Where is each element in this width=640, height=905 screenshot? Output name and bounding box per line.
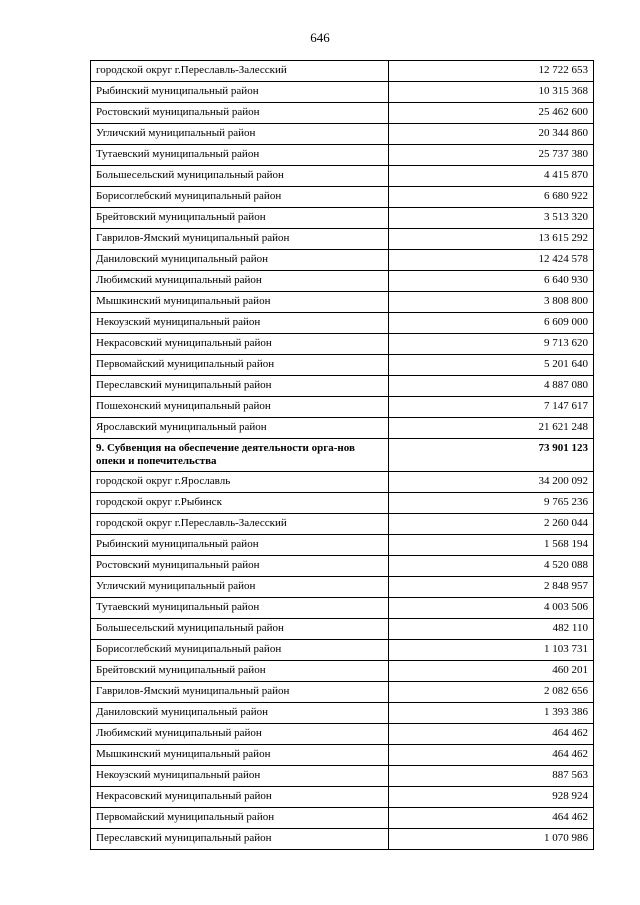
table-row [91,61,594,82]
table-row [91,829,594,850]
amount-cell: 9 765 236 [389,493,594,514]
table-row [91,271,594,292]
municipality-name: Пошехонский муниципальный район [91,397,389,418]
municipality-name: Большесельский муниципальный район [91,619,389,640]
municipality-name: Первомайский муниципальный район [91,808,389,829]
table-row [91,472,594,493]
table-row [91,250,594,271]
municipality-name: Тутаевский муниципальный район [91,598,389,619]
amount-cell: 2 260 044 [389,514,594,535]
table-row [91,598,594,619]
table-row [91,514,594,535]
table-row [91,166,594,187]
municipality-name: Ростовский муниципальный район [91,556,389,577]
table-row [91,619,594,640]
municipality-name: Переславский муниципальный район [91,829,389,850]
table-row [91,208,594,229]
municipality-name: Любимский муниципальный район [91,271,389,292]
table-row [91,103,594,124]
amount-cell: 3 513 320 [389,208,594,229]
amount-cell: 4 003 506 [389,598,594,619]
municipality-name: Ярославский муниципальный район [91,418,389,439]
amount-cell: 2 848 957 [389,577,594,598]
table-row [91,418,594,439]
municipality-name: городской округ г.Ярославль [91,472,389,493]
amount-cell: 928 924 [389,787,594,808]
amount-cell: 464 462 [389,745,594,766]
amount-cell: 2 082 656 [389,682,594,703]
municipality-name: Первомайский муниципальный район [91,355,389,376]
table-row [91,229,594,250]
amount-cell: 21 621 248 [389,418,594,439]
municipality-name: Любимский муниципальный район [91,724,389,745]
municipality-name: городской округ г.Переславль-Залесский [91,61,389,82]
municipality-name: Тутаевский муниципальный район [91,145,389,166]
table-row [91,787,594,808]
amount-cell: 6 680 922 [389,187,594,208]
municipality-name: городской округ г.Рыбинск [91,493,389,514]
amount-cell: 10 315 368 [389,82,594,103]
amount-cell: 25 737 380 [389,145,594,166]
municipality-name: Даниловский муниципальный район [91,250,389,271]
table-row [91,124,594,145]
amount-cell: 7 147 617 [389,397,594,418]
table-row [91,187,594,208]
table-row [91,493,594,514]
table-row [91,661,594,682]
municipality-name: Брейтовский муниципальный район [91,208,389,229]
municipality-name: Гаврилов-Ямский муниципальный район [91,682,389,703]
table-body [91,61,594,850]
table-row [91,745,594,766]
table-row [91,682,594,703]
table-row [91,313,594,334]
amount-cell: 5 201 640 [389,355,594,376]
amount-cell: 3 808 800 [389,292,594,313]
amount-cell: 12 424 578 [389,250,594,271]
municipality-name: Некрасовский муниципальный район [91,334,389,355]
municipality-name: Угличский муниципальный район [91,124,389,145]
table-row [91,145,594,166]
municipality-name: 9. Субвенция на обеспечение деятельности орга-нов опеки и попечительства [91,439,389,472]
table-row [91,355,594,376]
municipality-name: Некоузский муниципальный район [91,313,389,334]
amount-cell: 4 887 080 [389,376,594,397]
amount-cell: 1 103 731 [389,640,594,661]
municipality-name: городской округ г.Переславль-Залесский [91,514,389,535]
amount-cell: 9 713 620 [389,334,594,355]
amount-cell: 1 070 986 [389,829,594,850]
amount-cell: 464 462 [389,808,594,829]
amount-cell: 4 520 088 [389,556,594,577]
municipality-name: Брейтовский муниципальный район [91,661,389,682]
amount-cell: 12 722 653 [389,61,594,82]
amount-cell: 13 615 292 [389,229,594,250]
table-row [91,703,594,724]
amount-cell: 887 563 [389,766,594,787]
table-row [91,640,594,661]
amount-cell: 73 901 123 [389,439,594,472]
amount-cell: 34 200 092 [389,472,594,493]
municipality-name: Мышкинский муниципальный район [91,292,389,313]
municipality-name: Ростовский муниципальный район [91,103,389,124]
amount-cell: 6 609 000 [389,313,594,334]
amount-cell: 1 568 194 [389,535,594,556]
table-row [91,577,594,598]
municipality-name: Некоузский муниципальный район [91,766,389,787]
municipality-name: Борисоглебский муниципальный район [91,640,389,661]
amount-cell: 25 462 600 [389,103,594,124]
municipality-name: Переславский муниципальный район [91,376,389,397]
amount-cell: 4 415 870 [389,166,594,187]
table-row [91,397,594,418]
municipality-name: Рыбинский муниципальный район [91,535,389,556]
municipality-name: Борисоглебский муниципальный район [91,187,389,208]
table-row [91,808,594,829]
municipality-name: Мышкинский муниципальный район [91,745,389,766]
municipality-name: Гаврилов-Ямский муниципальный район [91,229,389,250]
amount-cell: 464 462 [389,724,594,745]
municipality-name: Рыбинский муниципальный район [91,82,389,103]
amount-cell: 460 201 [389,661,594,682]
amount-cell: 20 344 860 [389,124,594,145]
table-row [91,766,594,787]
amount-cell: 1 393 386 [389,703,594,724]
page-number: 646 [310,30,330,45]
amount-cell: 6 640 930 [389,271,594,292]
amount-cell: 482 110 [389,619,594,640]
table-row [91,376,594,397]
table-row [91,334,594,355]
table-row [91,292,594,313]
municipality-name: Некрасовский муниципальный район [91,787,389,808]
table-row [91,82,594,103]
municipality-name: Даниловский муниципальный район [91,703,389,724]
table-row [91,724,594,745]
municipality-name: Угличский муниципальный район [91,577,389,598]
subsidy-table [90,60,594,850]
table-row [91,556,594,577]
table-row [91,535,594,556]
section-header-row [91,439,594,472]
municipality-name: Большесельский муниципальный район [91,166,389,187]
